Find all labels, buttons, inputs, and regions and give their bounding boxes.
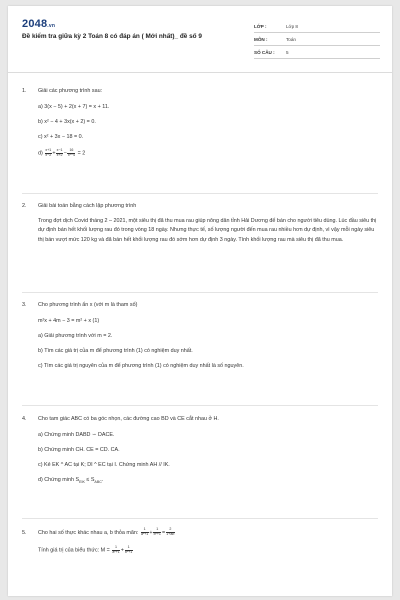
item-text: ≤ S bbox=[84, 477, 95, 483]
question-heading bbox=[22, 201, 378, 211]
item-text: d) Chứng minh S bbox=[38, 477, 80, 483]
numerator: 1 bbox=[141, 528, 149, 533]
numerator: 1 bbox=[125, 546, 133, 551]
question-4 bbox=[22, 414, 378, 486]
denominator: 1+ab bbox=[166, 532, 175, 537]
section-divider bbox=[22, 193, 378, 194]
numerator: 1 bbox=[153, 528, 161, 533]
question-number: 1. bbox=[22, 88, 27, 94]
question-2 bbox=[22, 201, 378, 245]
question-item: b) Tìm các giá trị của m để phương trình (1) có nghiệm duy nhất. bbox=[38, 348, 193, 354]
question-1 bbox=[22, 86, 378, 158]
item-text: Tính giá trị của biểu thức: M = bbox=[38, 547, 110, 554]
site-logo[interactable] bbox=[22, 18, 55, 30]
document-header bbox=[8, 6, 392, 73]
equation-rhs: = 2 bbox=[77, 150, 86, 157]
numerator: 2 bbox=[166, 528, 175, 533]
question-5 bbox=[22, 528, 378, 555]
question-paragraph: Trong đợt dịch Covid tháng 2 – 2021, một siêu thị đã thu mua rau giúp nông dân tỉnh Hải Dương để bán cho người tiêu dùng. Lúc đầu siêu thị dự định bán hết khối lượng rau đó trong vòng 18 ngày. Nhưng thực tế, số lượng người đến mua rau nhiều hơn dự định, vì vậy mỗi ngày siêu thị bán vượt mức 120 kg và đã bán hết khối lượng rau đó sớm hơn dự định 3 ngày. Tính khối lượng rau mà siêu thị đã thu mua. bbox=[38, 218, 377, 243]
fraction bbox=[153, 528, 161, 537]
denominator: a²+1 bbox=[141, 532, 149, 537]
question-title: Giải bài toán bằng cách lập phương trình bbox=[38, 203, 137, 209]
question-item: a) 3(x − 5) + 2(x + 7) = x + 11. bbox=[38, 104, 110, 110]
question-item-fraction: d) $\frac{x+1}{x-2}$ + $\frac{x-1}{x+2}$ − $\frac{16}{\text{x²−4}}$ = 2 bbox=[38, 148, 86, 157]
meta-key: LỚP : bbox=[254, 23, 267, 29]
document-content bbox=[8, 72, 392, 596]
document-page bbox=[8, 6, 392, 596]
meta-row-class bbox=[254, 20, 380, 33]
fraction bbox=[125, 546, 133, 555]
question-number: 3. bbox=[22, 302, 27, 308]
item-label: d) bbox=[38, 150, 43, 157]
meta-row-count bbox=[254, 46, 380, 59]
question-number: 5. bbox=[22, 530, 27, 536]
fraction bbox=[166, 528, 175, 537]
question-expression: Tính giá trị của biểu thức: M = $\frac{1}{\text{a²+1}}$ + $\frac{1}{\text{b²+1}}$ bbox=[38, 545, 133, 554]
question-title: Cho hai số thực khác nhau a, b thỏa mãn: bbox=[38, 530, 139, 536]
fraction bbox=[141, 528, 149, 537]
question-title: Cho phương trình ẩn x (với m là tham số) bbox=[38, 302, 138, 308]
subscript: EIK bbox=[79, 480, 85, 485]
question-3 bbox=[22, 300, 378, 370]
question-item: c) Kẻ EK ^ AC tại K; DI ^ EC tại I. Chứng minh AH // IK. bbox=[38, 462, 170, 468]
question-title: Giải các phương trình sau: bbox=[38, 88, 103, 94]
denominator: x²−4 bbox=[67, 152, 75, 157]
question-number: 4. bbox=[22, 416, 27, 422]
question-number: 2. bbox=[22, 203, 27, 209]
meta-row-subject bbox=[254, 33, 380, 46]
denominator: x+2 bbox=[56, 152, 63, 157]
numerator: x+1 bbox=[45, 148, 52, 152]
denominator: a²+1 bbox=[112, 549, 120, 554]
fraction bbox=[56, 149, 63, 158]
fraction bbox=[45, 149, 52, 158]
question-item: a) Chứng minh DABD ∽ DACE. bbox=[38, 432, 115, 438]
meta-value: 5 bbox=[286, 49, 289, 55]
question-heading bbox=[22, 300, 378, 310]
meta-table bbox=[254, 20, 380, 59]
denominator: x−2 bbox=[45, 152, 52, 157]
question-equation: m²x + 4m − 3 = m² + x (1) bbox=[38, 318, 100, 324]
item-text: . bbox=[101, 477, 104, 483]
equals-sign: = bbox=[162, 530, 166, 536]
denominator: b²+1 bbox=[125, 549, 133, 554]
meta-value: Toán bbox=[286, 36, 296, 42]
document-title: Đề kiểm tra giữa kỳ 2 Toán 8 có đáp án ( Mới nhất)_ đề số 9 bbox=[22, 33, 202, 40]
section-divider bbox=[22, 292, 378, 293]
question-title: Cho tam giác ABC có ba góc nhọn, các đường cao BD và CE cắt nhau ở H. bbox=[38, 416, 219, 422]
question-heading bbox=[22, 86, 378, 96]
fraction bbox=[67, 149, 75, 158]
question-item: b) Chứng minh CH. CE = CD. CA. bbox=[38, 447, 120, 453]
question-heading: 5. Cho hai số thực khác nhau a, b thỏa mãn: $\frac{1}{\text{a²+1}}$ + $\frac{1}{\text{b²+1}}$ = $\frac{2}{1+ab}$ bbox=[22, 527, 175, 537]
numerator: x−1 bbox=[56, 148, 63, 152]
subscript: ABC bbox=[94, 480, 102, 485]
logo-text: 2048 bbox=[22, 18, 48, 30]
meta-value: Lớp 8 bbox=[286, 23, 298, 29]
logo-suffix: .vn bbox=[47, 23, 56, 29]
meta-key: MÔN : bbox=[254, 36, 268, 42]
question-item: c) x² + 3x − 18 = 0. bbox=[38, 134, 84, 140]
numerator: 1 bbox=[112, 546, 120, 551]
question-item: c) Tìm các giá trị nguyên của m để phương trình (1) có nghiệm duy nhất là số nguyên. bbox=[38, 363, 244, 369]
question-item: b) x² − 4 + 3x(x + 2) = 0. bbox=[38, 119, 96, 125]
question-heading bbox=[22, 414, 378, 424]
question-item bbox=[38, 477, 378, 486]
section-divider bbox=[22, 518, 378, 519]
denominator: b²+1 bbox=[153, 532, 161, 537]
question-item: a) Giải phương trình với m = 2. bbox=[38, 333, 113, 339]
fraction bbox=[112, 546, 120, 555]
meta-key: SỐ CÂU : bbox=[254, 49, 275, 55]
numerator: 16 bbox=[67, 149, 75, 154]
section-divider bbox=[22, 405, 378, 406]
